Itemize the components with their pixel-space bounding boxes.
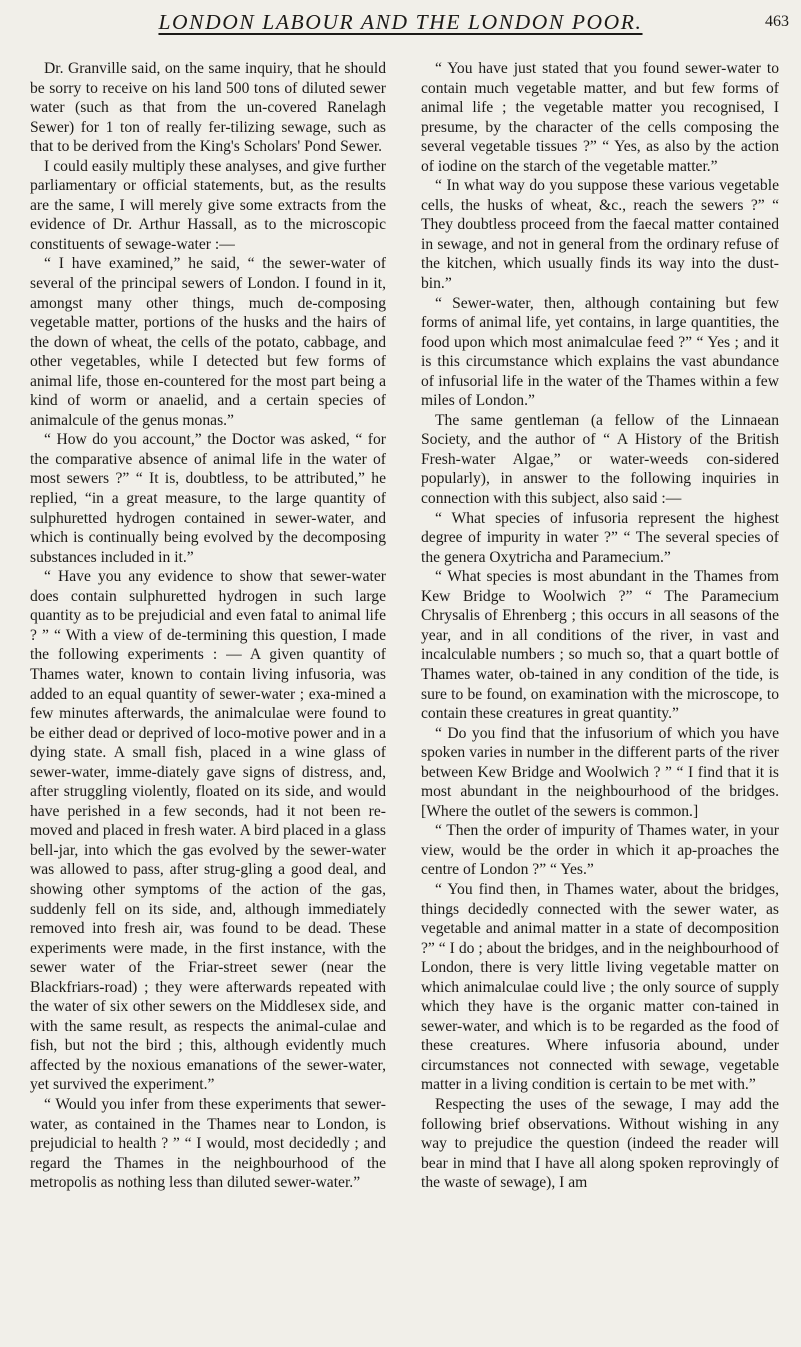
right-column — [421, 59, 779, 1193]
paragraph: “ In what way do you suppose these various vegetable cells, the husks of wheat, &c., reach the sewers ?” “ They doubtless proceed from the faecal matter contained in sewage, and not in general from the ordinary refuse of the kitchen, which usually finds its way into the dust-bin.” — [421, 177, 779, 293]
paragraph: Respecting the uses of the sewage, I may add the following brief observations. Without wishing in any way to prejudice the question (indeed the reader will bear in mind that I have all along spoken reprovingly of the waste of sewage), I am — [421, 1095, 779, 1192]
page-header — [0, 10, 801, 44]
paragraph: “ You have just stated that you found sewer-water to contain much vegetable matter, and but few forms of animal life ; the vegetable matter you recognised, I presume, by the character of the cells composing the several vegetable tissues ?” “ Yes, as also by the action of iodine on the starch of the vegetable matter.” — [421, 60, 779, 175]
paragraph: “ Sewer-water, then, although containing but few forms of animal life, yet contains, in large quantities, the food upon which most animalculae feed ?” “ Yes ; and it is this circumstance which explains the vast abundance of infusorial life in the water of the Thames within a few miles of London.” — [421, 294, 779, 410]
paragraph: Dr. Granville said, on the same inquiry, that he should be sorry to receive on his land 500 tons of diluted sewer water (such as that from the un-covered Ranelagh Sewer) for 1 ton of really fer-tilizing sewage, such as that to be derived from the King's Scholars' Pond Sewer. — [30, 60, 386, 156]
left-column — [30, 59, 386, 1193]
paragraph: “ Do you find that the infusorium of which you have spoken varies in number in the different parts of the river between Kew Bridge and Woolwich ? ” “ I find that it is most abundant in the neighbourhood of the bridges. [Where the outlet of the sewers is common.] — [421, 724, 779, 820]
paragraph: “ Have you any evidence to show that sewer-water does contain sulphuretted hydrogen in such large quantity as to be prejudicial and even fatal to animal life ? ” “ With a view of de-termining this question, I made the following experiments : — A given quantity of Thames water, known to contain living infusoria, was added to an equal quantity of sewer-water ; exa-mined a few minutes afterwards, the animalculae were found to be either dead or deprived of loco-motive power and in a dying state. A small fish, placed in a wine glass of sewer-water, imme-diately gave signs of distress, and, after struggling violently, floated on its side, and would have perished in a few seconds, had it not been re-moved and placed in fresh water. A bird placed in a glass bell-jar, into which the gas evolved by the sewer-water was allowed to pass, after strug-gling a good deal, and showing other symptoms of the action of the gas, suddenly fell on its side, and, although immediately removed into fresh air, was found to be dead. These experiments were made, in the first instance, with the sewer water of the Friar-street sewer (near the Blackfriars-road) ; they were afterwards repeated with the water of six other sewers on the Middlesex side, and with the same result, as respects the animal-culae and fish, but not the bird ; this, although evidently much affected by the noxious emanations of the sewer-water, yet survived the experiment.” — [30, 568, 386, 1094]
paragraph: “ What species of infusoria represent the highest degree of impurity in water ?” “ The several species of the genera Oxytricha and Paramecium.” — [421, 509, 779, 566]
page-number: 463 — [765, 13, 789, 30]
paragraph: I could easily multiply these analyses, and give further parliamentary or official statements, but, as the results are the same, I will merely give some extracts from the evidence of Dr. Arthur Hassall, as to the microscopic constituents of sewage-water :— — [30, 157, 386, 253]
paragraph: “ Then the order of impurity of Thames water, in your view, would be the order in which it ap-proaches the centre of London ?” “ Yes.” — [421, 822, 779, 879]
paragraph: The same gentleman (a fellow of the Linnaean Society, and the author of “ A History of the British Fresh-water Algae,” or water-weeds con-sidered popularly), in answer to the following inquiries in connection with this subject, also said :— — [421, 411, 779, 508]
paragraph: “ Would you infer from these experiments that sewer-water, as contained in the Thames near to London, is prejudicial to health ? ” “ I would, most decidedly ; and regard the Thames in the neighbourhood of the metropolis as nothing less than diluted sewer-water.” — [30, 1095, 386, 1192]
paragraph: “ What species is most abundant in the Thames from Kew Bridge to Woolwich ?” “ The Paramecium Chrysalis of Ehrenberg ; this occurs in all seasons of the year, and in all conditions of the river, in vast and incalculable numbers ; so much so, that a quart bottle of Thames water, ob-tained in any condition of the tide, is sure to be found, on examination with the microscope, to contain these creatures in great quantity.” — [421, 568, 779, 723]
paragraph: “ You find then, in Thames water, about the bridges, things decidedly connected with the sewer water, as vegetable and animal matter in a state of decomposition ?” “ I do ; about the bridges, and in the neighbourhood of London, there is very little living vegetable matter on which animalculae could live ; the only source of supply which they have is the organic matter con-tained in sewer-water, and which is to be regarded as the food of these creatures. Where infusoria abound, under circumstances not connected with sewage, vegetable matter in a living condition is certain to be met with.” — [421, 880, 779, 1094]
paragraph: “ I have examined,” he said, “ the sewer-water of several of the principal sewers of London. I found in it, amongst many other things, much de-composing vegetable matter, portions of the husks and the hairs of the down of wheat, the cells of the potato, cabbage, and other vegetables, while I detected but few forms of animal life, those en-countered for the most part being a kind of worm or anaelid, and a certain species of animalcule of the genus monas.” — [30, 255, 386, 429]
running-title: LONDON LABOUR AND THE LONDON POOR. — [158, 10, 643, 34]
paragraph: “ How do you account,” the Doctor was asked, “ for the comparative absence of animal life in the water of most sewers ?” “ It is, doubtless, to be attributed,” he replied, “in a great measure, to the large quantity of sulphuretted hydrogen contained in sewer-water, and which is continually being evolved by the decomposing substances included in it.” — [30, 431, 386, 566]
